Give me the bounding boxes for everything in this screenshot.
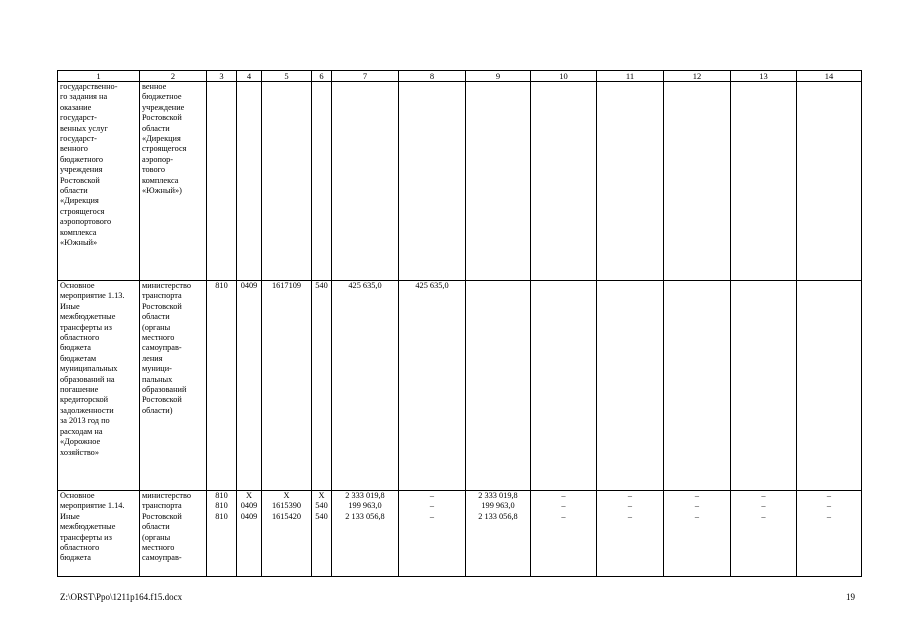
cell-line: министерство — [142, 281, 192, 290]
grbs-cell — [207, 491, 237, 577]
total-cell — [332, 491, 399, 577]
cell-line: венного — [60, 144, 88, 154]
rzpr-cell — [237, 491, 262, 577]
cell-line: Иные — [60, 301, 80, 311]
cell-line: 199 963,0 — [481, 501, 515, 511]
vr-cell — [312, 491, 332, 577]
table-row — [58, 491, 862, 577]
cell-line: бюджетное — [142, 92, 182, 102]
cell-line: области — [142, 312, 170, 322]
cell-line: «Южный» — [60, 238, 98, 248]
cell-line: самоуправ- — [142, 553, 182, 563]
csr-cell — [262, 281, 312, 491]
executor-cell — [140, 281, 207, 491]
executor-cell — [140, 82, 207, 281]
rzpr-cell — [237, 281, 262, 491]
cell-line: образований на — [60, 374, 115, 384]
cell-line: 540 — [315, 511, 328, 521]
column-header: 1 — [58, 71, 140, 82]
cell-line: хозяйство» — [60, 447, 99, 457]
cell-line: Ростовской — [142, 511, 182, 521]
grbs-cell — [207, 281, 237, 491]
column-header: 3 — [207, 71, 237, 82]
cell-line: 1615390 — [271, 501, 302, 511]
cell-line: венных услуг — [60, 123, 108, 133]
cell-line: 0409 — [240, 511, 258, 521]
cell-line: Ростовской — [60, 175, 100, 185]
rzpr-cell — [237, 82, 262, 281]
cell-line: «Дирекция — [142, 134, 181, 144]
cell-line: Основное — [60, 491, 95, 500]
cell-line: области — [142, 123, 170, 133]
cell-line: – — [429, 501, 435, 511]
csr-cell — [262, 82, 312, 281]
cell-line: 0409 — [240, 281, 258, 290]
cell-line: 425 635,0 — [348, 281, 382, 290]
cell-line: «Дорожное — [60, 437, 101, 447]
year-value-cell — [597, 491, 664, 577]
cell-line: областного — [60, 543, 100, 553]
column-header: 14 — [797, 71, 862, 82]
cell-line: 810 — [215, 501, 228, 511]
year-value-cell — [664, 281, 731, 491]
activity-name-cell — [58, 281, 140, 491]
cell-line: – — [694, 501, 700, 511]
cell-line: муниципальных — [60, 364, 118, 374]
year-value-cell — [531, 491, 597, 577]
cell-line: строящегося — [60, 206, 105, 216]
year-value-cell — [399, 281, 466, 491]
total-cell — [332, 281, 399, 491]
cell-line: образований — [142, 385, 187, 395]
cell-line: транспорта — [142, 291, 182, 301]
cell-line: Х — [283, 491, 290, 500]
cell-line: 810 — [215, 511, 228, 521]
cell-line: 2 333 019,8 — [478, 491, 518, 500]
year-value-cell — [531, 281, 597, 491]
year-value-cell — [466, 82, 531, 281]
cell-line: расходам на — [60, 426, 103, 436]
cell-line: (органы — [142, 532, 171, 542]
cell-line: – — [561, 511, 566, 521]
activity-name-cell — [58, 82, 140, 281]
cell-line: области) — [142, 405, 173, 415]
column-header: 8 — [399, 71, 466, 82]
cell-line: учреждения — [60, 165, 103, 175]
vr-cell — [312, 82, 332, 281]
cell-line: мероприятие 1.14. — [60, 501, 125, 511]
year-value-cell — [531, 82, 597, 281]
cell-line: транспорта — [142, 501, 182, 511]
file-path-footer: Z:\ORST\Ppo\1211p164.f15.docx — [60, 592, 183, 602]
cell-line: учреждение — [142, 102, 185, 112]
cell-line: области — [60, 186, 88, 196]
cell-line: строящегося — [142, 144, 187, 154]
cell-line: Ростовской — [142, 395, 182, 405]
column-header: 10 — [531, 71, 597, 82]
column-header: 13 — [731, 71, 797, 82]
cell-line: – — [561, 491, 566, 500]
table-row — [58, 281, 862, 491]
cell-line: Ростовской — [142, 301, 182, 311]
cell-line: – — [561, 501, 566, 511]
cell-line: – — [826, 491, 832, 500]
executor-cell — [140, 491, 207, 577]
cell-line: Х — [246, 491, 252, 500]
cell-line: бюджета — [60, 343, 91, 353]
column-header: 9 — [466, 71, 531, 82]
cell-line: 0409 — [240, 501, 258, 511]
cell-line: 540 — [315, 281, 328, 290]
year-value-cell — [797, 82, 862, 281]
cell-line: Х — [318, 491, 325, 500]
column-header: 7 — [332, 71, 399, 82]
cell-line: комплекса — [60, 227, 97, 237]
cell-line: – — [429, 491, 435, 500]
year-value-cell — [731, 491, 797, 577]
year-value-cell — [466, 491, 531, 577]
year-value-cell — [797, 281, 862, 491]
cell-line: – — [627, 501, 633, 511]
column-header: 5 — [262, 71, 312, 82]
cell-line: – — [627, 511, 633, 521]
year-value-cell — [466, 281, 531, 491]
cell-line: венное — [142, 82, 167, 91]
activity-name-cell — [58, 491, 140, 577]
cell-line: 2 133 056,8 — [345, 511, 385, 521]
cell-line: «Дирекция — [60, 196, 99, 206]
cell-line: Иные — [60, 511, 80, 521]
cell-line: 2 333 019,8 — [345, 491, 385, 500]
cell-line: бюджетного — [60, 154, 104, 164]
cell-line: комплекса — [142, 175, 179, 185]
year-value-cell — [731, 82, 797, 281]
cell-line: задолженности — [60, 405, 114, 415]
cell-line: бюджетам — [60, 353, 97, 363]
cell-line: – — [761, 491, 766, 500]
cell-line: погашение — [60, 385, 99, 395]
cell-line: тового — [142, 165, 166, 175]
column-header: 2 — [140, 71, 207, 82]
cell-line: – — [826, 501, 832, 511]
cell-line: муници- — [142, 364, 172, 374]
cell-line: – — [429, 511, 435, 521]
column-number-row — [58, 71, 862, 82]
column-header: 6 — [312, 71, 332, 82]
cell-line: государст- — [60, 134, 97, 144]
vr-cell — [312, 281, 332, 491]
cell-line: 810 — [215, 281, 228, 290]
cell-line: – — [761, 511, 766, 521]
cell-line: Ростовской — [142, 113, 182, 123]
year-value-cell — [597, 82, 664, 281]
cell-line: 1615420 — [271, 511, 302, 521]
cell-line: за 2013 год по — [60, 416, 110, 426]
cell-line: – — [694, 511, 700, 521]
cell-line: трансферты из — [60, 322, 112, 332]
cell-line: мероприятие 1.13. — [60, 291, 125, 301]
cell-line: государственно- — [60, 82, 118, 91]
cell-line: 425 635,0 — [415, 281, 449, 290]
cell-line: бюджета — [60, 553, 91, 563]
cell-line: – — [694, 491, 700, 500]
table-row — [58, 82, 862, 281]
year-value-cell — [399, 491, 466, 577]
year-value-cell — [731, 281, 797, 491]
cell-line: аэропортового — [60, 217, 112, 227]
year-value-cell — [664, 82, 731, 281]
cell-line: Основное — [60, 281, 95, 290]
budget-table — [57, 70, 862, 577]
cell-line: областного — [60, 333, 100, 343]
cell-line: самоуправ- — [142, 343, 182, 353]
cell-line: государст- — [60, 113, 97, 123]
column-header: 4 — [237, 71, 262, 82]
cell-line: «Южный») — [142, 186, 182, 196]
cell-line: пальных — [142, 374, 173, 384]
cell-line: местного — [142, 333, 175, 343]
cell-line: области — [142, 522, 170, 532]
grbs-cell — [207, 82, 237, 281]
page-number: 19 — [846, 592, 855, 602]
column-header: 12 — [664, 71, 731, 82]
cell-line: (органы — [142, 322, 171, 332]
cell-line: министерство — [142, 491, 192, 500]
cell-line: межбюджетные — [60, 522, 116, 532]
cell-line: ления — [142, 353, 163, 363]
cell-line: 199 963,0 — [348, 501, 382, 511]
cell-line: аэропор- — [142, 154, 174, 164]
cell-line: оказание — [60, 102, 92, 112]
year-value-cell — [399, 82, 466, 281]
cell-line: 540 — [315, 501, 328, 511]
cell-line: 1617109 — [271, 281, 302, 290]
cell-line: го задания на — [60, 92, 108, 102]
cell-line: кредиторской — [60, 395, 109, 405]
cell-line: – — [826, 511, 832, 521]
cell-line: местного — [142, 543, 175, 553]
csr-cell — [262, 491, 312, 577]
cell-line: – — [761, 501, 766, 511]
year-value-cell — [597, 281, 664, 491]
total-cell — [332, 82, 399, 281]
cell-line: 810 — [215, 491, 228, 500]
cell-line: – — [627, 491, 633, 500]
cell-line: 2 133 056,8 — [478, 511, 518, 521]
cell-line: трансферты из — [60, 532, 112, 542]
year-value-cell — [664, 491, 731, 577]
cell-line: межбюджетные — [60, 312, 116, 322]
column-header: 11 — [597, 71, 664, 82]
year-value-cell — [797, 491, 862, 577]
